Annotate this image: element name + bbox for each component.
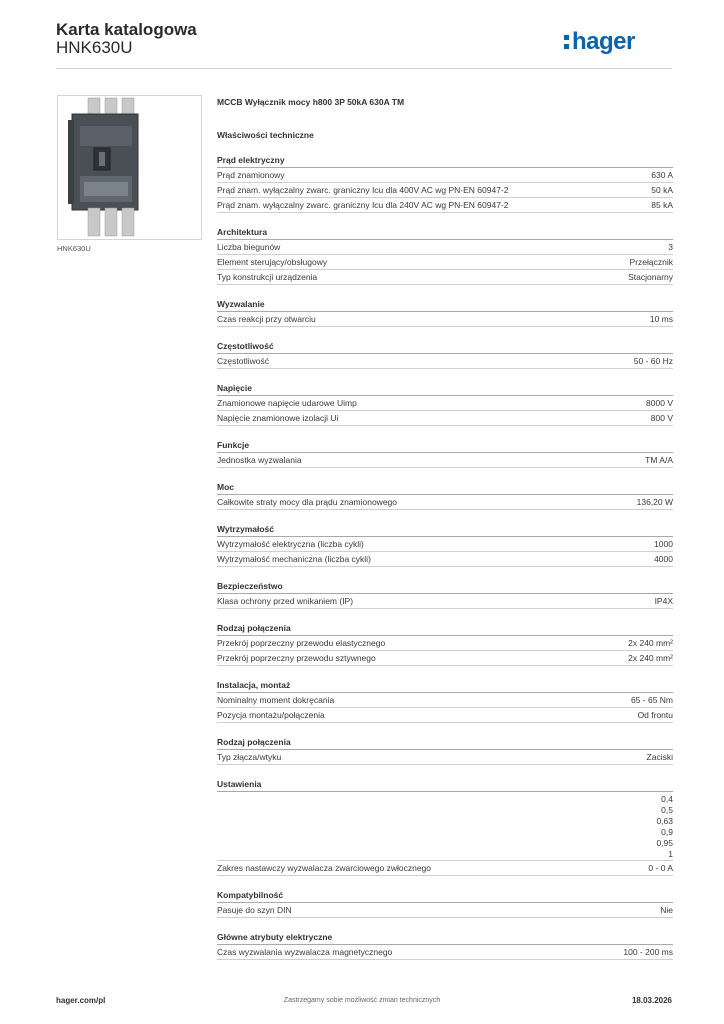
spec-row: [217, 750, 673, 765]
spec-group: [217, 339, 673, 369]
spec-value: TM A/A: [645, 455, 673, 465]
spec-value: 0,4: [661, 794, 673, 804]
spec-group-title: Funkcje: [217, 438, 673, 453]
spec-row: [217, 945, 673, 960]
spec-group: [217, 621, 673, 666]
page-title: Karta katalogowa: [56, 20, 197, 39]
product-image: [57, 95, 202, 240]
spec-label: Nominalny moment dokręcania: [217, 695, 335, 705]
footer-date: 18.03.2026: [631, 996, 672, 1005]
spec-value: 4000: [654, 554, 673, 564]
spec-row: [217, 453, 673, 468]
spec-value: 50 kA: [651, 185, 673, 195]
spec-row: [217, 537, 673, 552]
spec-value: 0,9: [661, 827, 673, 837]
spec-label: Jednostka wyzwalania: [217, 455, 302, 465]
footer-disclaimer: Zastrzegamy sobie możliwość zmian technicznych: [283, 997, 441, 1004]
spec-label: Przekrój poprzeczny przewodu elastycznego: [217, 638, 386, 648]
spec-row: [217, 396, 673, 411]
spec-value: Stacjonarny: [628, 272, 673, 282]
spec-group-title: Napięcie: [217, 381, 673, 396]
spec-group: [217, 678, 673, 723]
spec-group: [217, 777, 673, 876]
spec-label: Prąd znam. wyłączalny zwarc. graniczny Icu dla 400V AC wg PN-EN 60947-2: [217, 185, 509, 195]
spec-group-title: Rodzaj połączenia: [217, 735, 673, 750]
spec-group-title: Ustawienia: [217, 777, 673, 792]
spec-row: [217, 312, 673, 327]
logo-wordmark: hager: [572, 28, 635, 55]
spec-group-title: Częstotliwość: [217, 339, 673, 354]
spec-value: 100 - 200 ms: [623, 947, 673, 957]
hager-logo: [562, 26, 672, 56]
spec-row: [217, 411, 673, 426]
spec-value: 0,5: [661, 805, 673, 815]
spec-label: Wytrzymałość mechaniczna (liczba cykli): [217, 554, 371, 564]
spec-label: Prąd znam. wyłączalny zwarc. graniczny Icu dla 240V AC wg PN-EN 60947-2: [217, 200, 509, 210]
spec-group: [217, 888, 673, 918]
spec-row: [217, 636, 673, 651]
spec-label: Częstotliwość: [217, 356, 269, 366]
spec-group-title: Moc: [217, 480, 673, 495]
footer-website[interactable]: hager.com/pl: [56, 996, 106, 1005]
spec-row: [217, 594, 673, 609]
spec-row: [217, 708, 673, 723]
spec-row: [217, 183, 673, 198]
logo-dot-bottom: [564, 44, 569, 49]
spec-group: [217, 153, 673, 213]
spec-row: [217, 198, 673, 213]
spec-row: [217, 168, 673, 183]
spec-value: Od frontu: [637, 710, 673, 720]
spec-value: Nie: [660, 905, 673, 915]
spec-value: Zaciski: [646, 752, 673, 762]
spec-value: 65 - 65 Nm: [630, 695, 673, 705]
spec-row: [217, 240, 673, 255]
spec-value: IP4X: [654, 596, 673, 606]
spec-value: 0,63: [656, 816, 673, 826]
spec-label: Typ konstrukcji urządzenia: [217, 272, 318, 282]
breaker-drawing: [58, 96, 201, 239]
spec-label: Przekrój poprzeczny przewodu sztywnego: [217, 653, 376, 663]
spec-label: Czas wyzwalania wyzwalacza magnetycznego: [217, 947, 393, 957]
spec-group: [217, 930, 673, 960]
spec-groups: [217, 153, 673, 960]
spec-group-title: Bezpieczeństwo: [217, 579, 673, 594]
spec-row: [217, 693, 673, 708]
spec-label: Czas reakcji przy otwarciu: [217, 314, 316, 324]
spec-value: Przełącznik: [629, 257, 673, 267]
spec-group: [217, 297, 673, 327]
spec-group-title: Prąd elektryczny: [217, 153, 673, 168]
section-title: Właściwości techniczne: [217, 130, 314, 140]
header-divider: [56, 68, 672, 69]
spec-label: Pozycja montażu/połączenia: [217, 710, 325, 720]
spec-row: [217, 651, 673, 666]
spec-value: 10 ms: [649, 314, 673, 324]
spec-row: [217, 861, 673, 876]
spec-value: 0,95: [656, 838, 673, 848]
spec-row: [217, 903, 673, 918]
spec-value: 8000 V: [646, 398, 673, 408]
spec-value: 1: [668, 849, 673, 859]
spec-label: Typ złącza/wtyku: [217, 752, 282, 762]
spec-value: 1000: [654, 539, 673, 549]
spec-value: 2x 240 mm²: [628, 653, 673, 663]
spec-label: Pasuje do szyn DIN: [217, 905, 292, 915]
spec-group: [217, 480, 673, 510]
spec-label: Zakres nastawczy wyzwalacza zwarciowego zwłocznego: [217, 863, 431, 873]
spec-group: [217, 225, 673, 285]
spec-row: [217, 255, 673, 270]
spec-group-title: Wyzwalanie: [217, 297, 673, 312]
spec-value: 3: [668, 242, 673, 252]
image-caption: HNK630U: [57, 244, 91, 253]
spec-group: [217, 381, 673, 426]
product-code: HNK630U: [56, 38, 133, 57]
spec-value: 2x 240 mm²: [628, 638, 673, 648]
spec-row: [217, 792, 673, 861]
spec-value: 0 - 0 A: [648, 863, 673, 873]
spec-row: [217, 354, 673, 369]
spec-label: Całkowite straty mocy dla prądu znamionowego: [217, 497, 398, 507]
spec-value-list: [656, 792, 673, 860]
spec-value: 50 - 60 Hz: [633, 356, 673, 366]
spec-row: [217, 495, 673, 510]
spec-group-title: Wytrzymałość: [217, 522, 673, 537]
spec-group-title: Kompatybilność: [217, 888, 673, 903]
spec-label: Znamionowe napięcie udarowe Uimp: [217, 398, 357, 408]
spec-group: [217, 438, 673, 468]
spec-label: Wytrzymałość elektryczna (liczba cykli): [217, 539, 364, 549]
spec-group-title: Główne atrybuty elektryczne: [217, 930, 673, 945]
spec-group-title: Instalacja, montaż: [217, 678, 673, 693]
spec-value: 800 V: [650, 413, 673, 423]
spec-group: [217, 579, 673, 609]
spec-label: Napięcie znamionowe izolacji Ui: [217, 413, 339, 423]
spec-row: [217, 270, 673, 285]
spec-group-title: Rodzaj połączenia: [217, 621, 673, 636]
spec-content: [217, 96, 673, 960]
spec-group: [217, 735, 673, 765]
spec-value: 136,20 W: [636, 497, 673, 507]
spec-value: 630 A: [651, 170, 673, 180]
spec-label: Element sterujący/obsługowy: [217, 257, 328, 267]
spec-group-title: Architektura: [217, 225, 673, 240]
product-title: MCCB Wyłącznik mocy h800 3P 50kA 630A TM: [217, 97, 405, 107]
spec-label: Prąd znamionowy: [217, 170, 285, 180]
spec-group: [217, 522, 673, 567]
spec-value: 85 kA: [651, 200, 673, 210]
spec-label: Klasa ochrony przed wnikaniem (IP): [217, 596, 354, 606]
logo-dot-top: [564, 35, 569, 40]
spec-label: Liczba biegunów: [217, 242, 281, 252]
spec-row: [217, 552, 673, 567]
